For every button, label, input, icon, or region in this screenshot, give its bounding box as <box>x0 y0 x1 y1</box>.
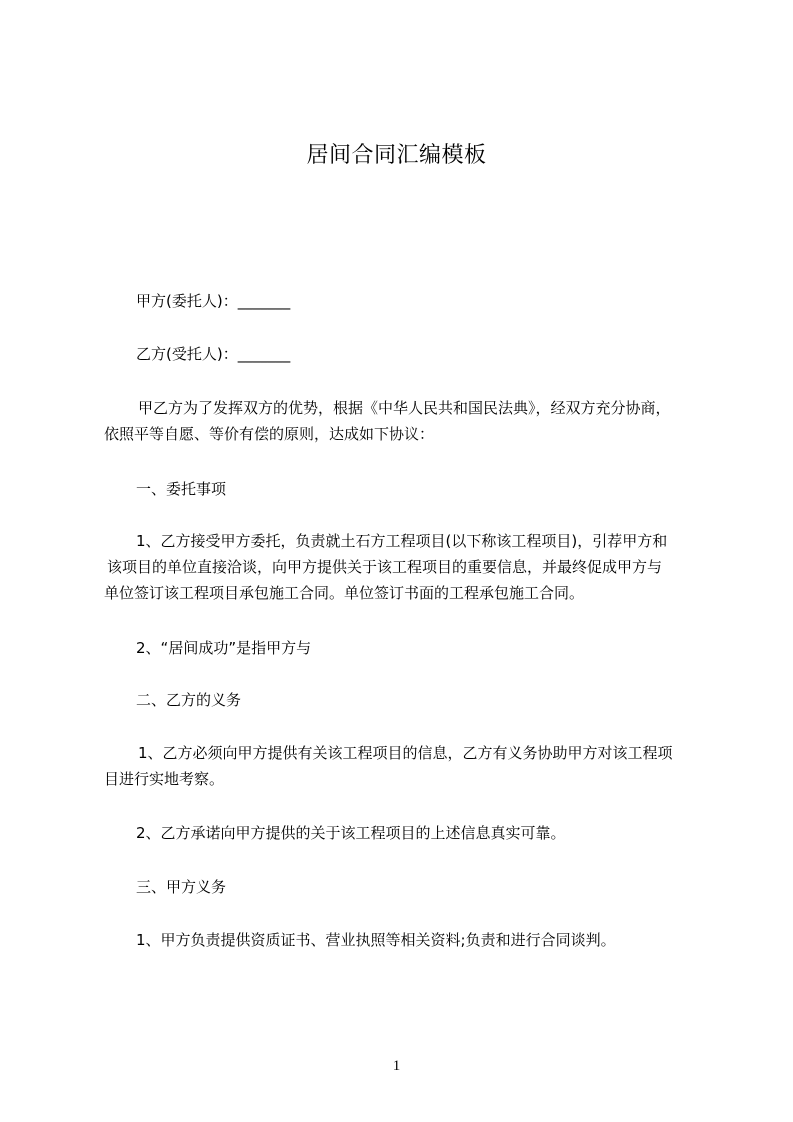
party-a-line: 甲方(委托人)：_______ <box>136 292 291 310</box>
party-b-line: 乙方(受托人)：_______ <box>136 345 291 363</box>
section1-item1-line-3: 单位签订该工程项目承包施工合同。单位签订书面的工程承包施工合同。 <box>104 584 585 602</box>
section2-item2: 2、乙方承诺向甲方提供的关于该工程项目的上述信息真实可靠。 <box>136 824 566 842</box>
section1-item1-line-1: 1、乙方接受甲方委托，负责就土石方工程项目(以下称该工程项目)，引荐甲方和 <box>136 532 668 550</box>
section1-heading: 一、委托事项 <box>136 480 227 498</box>
section2-heading: 二、乙方的义务 <box>136 691 242 709</box>
section3-item1: 1、甲方负责提供资质证书、营业执照等相关资料;负责和进行合同谈判。 <box>136 931 616 949</box>
document-title: 居间合同汇编模板 <box>306 143 487 168</box>
intro-line-1: 甲乙方为了发挥双方的优势，根据《中华人民共和国民法典》，经双方充分协商， <box>138 399 671 417</box>
intro-line-2: 依照平等自愿、等价有偿的原则，达成如下协议： <box>104 425 435 443</box>
section2-item1-line-2: 目进行实地考察。 <box>104 770 225 788</box>
section1-item2: 2、“居间成功”是指甲方与 <box>136 639 312 657</box>
section3-heading: 三、甲方义务 <box>136 878 227 896</box>
page-number: 1 <box>392 1058 401 1074</box>
section1-item1-line-2: 该项目的单位直接洽谈，向甲方提供关于该工程项目的重要信息，并最终促成甲方与 <box>107 558 663 576</box>
section2-item1-line-1: 1、乙方必须向甲方提供有关该工程项目的信息，乙方有义务协助甲方对该工程项 <box>138 744 673 762</box>
